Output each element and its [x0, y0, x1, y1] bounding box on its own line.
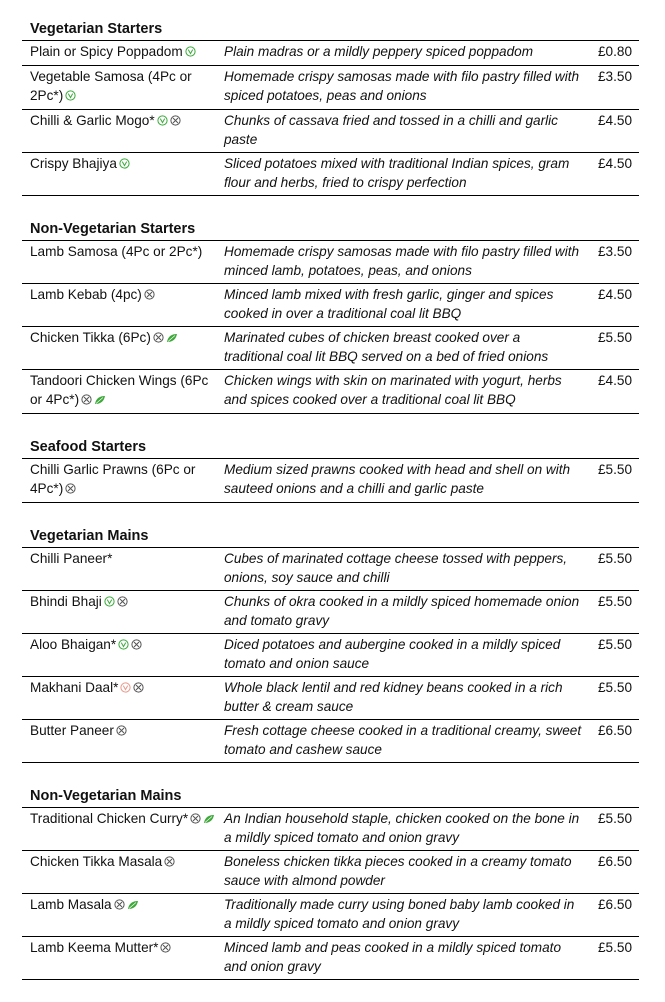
- item-name: Traditional Chicken Curry*: [30, 810, 189, 826]
- item-description: Chunks of cassava fried and tossed in a chilli and garlic paste: [224, 112, 558, 147]
- menu-item-row: [22, 40, 639, 65]
- gluten-free-icon: [190, 810, 201, 830]
- gluten-free-icon: [65, 480, 76, 500]
- leaf-icon: [94, 391, 106, 411]
- leaf-icon: [203, 810, 215, 830]
- item-name-cell: [22, 67, 224, 107]
- item-name-cell: [22, 42, 224, 63]
- menu-item-row: [22, 850, 639, 893]
- gluten-free-icon: [114, 896, 125, 916]
- item-description: An Indian household staple, chicken cooked on the bone in a mildly spiced tomato and onion gravy: [224, 810, 580, 845]
- vegan-icon: [157, 112, 168, 132]
- item-name: Lamb Masala: [30, 896, 112, 912]
- item-name: Lamb Kebab (4pc): [30, 286, 142, 302]
- item-description: Chunks of okra cooked in a mildly spiced homemade onion and tomato gravy: [224, 593, 580, 628]
- leaf-icon: [166, 329, 178, 349]
- item-name: Tandoori Chicken Wings (6Pc or 4Pc*): [30, 372, 209, 407]
- item-description: Diced potatoes and aubergine cooked in a mildly spiced tomato and onion sauce: [224, 636, 561, 671]
- item-price: £6.50: [598, 896, 633, 912]
- item-name-cell: [22, 809, 224, 848]
- item-name: Lamb Keema Mutter*: [30, 939, 159, 955]
- item-name: Chilli Garlic Prawns (6Pc or 4Pc*): [30, 461, 196, 496]
- section-title: Vegetarian Mains: [30, 527, 149, 544]
- menu: [22, 18, 639, 1002]
- item-name: Vegetable Samosa (4Pc or 2Pc*): [30, 68, 192, 103]
- item-name-cell: [22, 721, 224, 760]
- item-name-cell: [22, 242, 224, 281]
- menu-item-row: [22, 893, 639, 936]
- gluten-free-icon: [81, 391, 92, 411]
- gluten-free-icon: [133, 679, 144, 699]
- section-title: Vegetarian Starters: [30, 21, 163, 37]
- menu-item-row: [22, 283, 639, 326]
- item-name-cell: [22, 635, 224, 674]
- item-price: £5.50: [598, 329, 633, 345]
- item-name-cell: [22, 549, 224, 588]
- item-description: Fresh cottage cheese cooked in a traditional creamy, sweet tomato and cashew sauce: [224, 722, 582, 757]
- item-description: Cubes of marinated cottage cheese tossed with peppers, onions, soy sauce and chilli: [224, 550, 568, 585]
- item-price: £6.50: [598, 722, 633, 738]
- menu-section: [22, 436, 639, 503]
- section-title: Seafood Starters: [30, 438, 147, 455]
- leaf-icon: [127, 896, 139, 916]
- item-description: Marinated cubes of chicken breast cooked over a traditional coal lit BBQ served on a bed of fried onions: [224, 329, 549, 364]
- item-name: Chicken Tikka Masala: [30, 853, 163, 869]
- item-name: Chilli & Garlic Mogo*: [30, 112, 155, 128]
- item-name-cell: [22, 154, 224, 193]
- item-price: £5.50: [598, 593, 633, 609]
- vegan-icon: [118, 636, 129, 656]
- item-name: Bhindi Bhaji: [30, 593, 102, 609]
- menu-item-row: [22, 152, 639, 196]
- vegan-option-icon: [120, 679, 131, 699]
- menu-item-row: [22, 369, 639, 414]
- item-name-cell: [22, 111, 224, 150]
- item-description: Traditionally made curry using boned baby lamb cooked in a mildly spiced tomato and onion gravy: [224, 896, 575, 931]
- section-title: Non-Vegetarian Starters: [30, 220, 196, 237]
- menu-section: [22, 525, 639, 763]
- item-name-cell: [22, 678, 224, 717]
- gluten-free-icon: [131, 636, 142, 656]
- vegan-icon: [104, 593, 115, 613]
- item-price: £5.50: [598, 461, 633, 477]
- menu-item-row: [22, 547, 639, 590]
- menu-item-row: [22, 65, 639, 109]
- menu-section: [22, 785, 639, 980]
- item-description: Minced lamb mixed with fresh garlic, ginger and spices cooked in over a traditional coal lit BBQ: [224, 286, 554, 321]
- menu-item-row: [22, 326, 639, 369]
- item-name: Chilli Paneer*: [30, 550, 113, 566]
- item-description: Sliced potatoes mixed with traditional Indian spices, gram flour and herbs, fried to crispy perfection: [224, 155, 570, 190]
- item-price: £5.50: [598, 679, 633, 695]
- item-price: £5.50: [598, 939, 633, 955]
- item-price: £3.50: [598, 68, 633, 84]
- section-title: Non-Vegetarian Mains: [30, 787, 182, 804]
- item-price: £0.80: [598, 44, 633, 59]
- item-price: £4.50: [598, 372, 633, 388]
- item-name-cell: [22, 852, 224, 891]
- item-name: Aloo Bhaigan*: [30, 636, 117, 652]
- menu-item-row: [22, 807, 639, 850]
- item-description: Plain madras or a mildly peppery spiced poppadom: [224, 44, 534, 59]
- item-name-cell: [22, 460, 224, 500]
- item-price: £4.50: [598, 286, 633, 302]
- item-name: Lamb Samosa (4Pc or 2Pc*): [30, 243, 203, 259]
- item-name-cell: [22, 371, 224, 411]
- item-description: Boneless chicken tikka pieces cooked in a creamy tomato sauce with almond powder: [224, 853, 572, 888]
- gluten-free-icon: [116, 722, 127, 742]
- vegan-icon: [65, 87, 76, 107]
- gluten-free-icon: [160, 939, 171, 959]
- menu-item-row: [22, 719, 639, 763]
- item-description: Chicken wings with skin on marinated with yogurt, herbs and spices cooked over a traditional coal lit BBQ: [224, 372, 562, 407]
- gluten-free-icon: [170, 112, 181, 132]
- item-price: £5.50: [598, 550, 633, 566]
- menu-item-row: [22, 676, 639, 719]
- item-price: £6.50: [598, 853, 633, 869]
- item-name-cell: [22, 895, 224, 934]
- menu-item-row: [22, 590, 639, 633]
- menu-item-row: [22, 240, 639, 283]
- item-description: Homemade crispy samosas made with filo pastry filled with minced lamb, potatoes, peas, and onions: [224, 243, 580, 278]
- menu-item-row: [22, 109, 639, 152]
- item-name: Chicken Tikka (6Pc): [30, 329, 151, 345]
- item-price: £4.50: [598, 155, 633, 171]
- item-name-cell: [22, 285, 224, 324]
- menu-item-row: [22, 936, 639, 980]
- item-name-cell: [22, 592, 224, 631]
- item-price: £5.50: [598, 636, 633, 652]
- item-description: Medium sized prawns cooked with head and shell on with sauteed onions and a chilli and garlic paste: [224, 461, 571, 496]
- gluten-free-icon: [153, 329, 164, 349]
- item-price: £4.50: [598, 112, 633, 128]
- menu-item-row: [22, 633, 639, 676]
- vegan-icon: [119, 155, 130, 175]
- item-description: Homemade crispy samosas made with filo pastry filled with spiced potatoes, peas and onions: [224, 68, 580, 103]
- item-name: Plain or Spicy Poppadom: [30, 44, 183, 59]
- menu-item-row: [22, 458, 639, 503]
- menu-section: [22, 18, 639, 196]
- item-name: Crispy Bhajiya: [30, 155, 117, 171]
- item-price: £3.50: [598, 243, 633, 259]
- item-description: Whole black lentil and red kidney beans cooked in a rich butter & cream sauce: [224, 679, 563, 714]
- gluten-free-icon: [117, 593, 128, 613]
- item-name-cell: [22, 938, 224, 977]
- gluten-free-icon: [144, 286, 155, 306]
- item-name: Butter Paneer: [30, 722, 114, 738]
- item-name-cell: [22, 328, 224, 367]
- gluten-free-icon: [164, 853, 175, 873]
- item-name: Makhani Daal*: [30, 679, 119, 695]
- menu-section: [22, 218, 639, 414]
- item-price: £5.50: [598, 810, 633, 826]
- item-description: Minced lamb and peas cooked in a mildly spiced tomato and onion gravy: [224, 939, 562, 974]
- vegan-icon: [185, 43, 196, 63]
